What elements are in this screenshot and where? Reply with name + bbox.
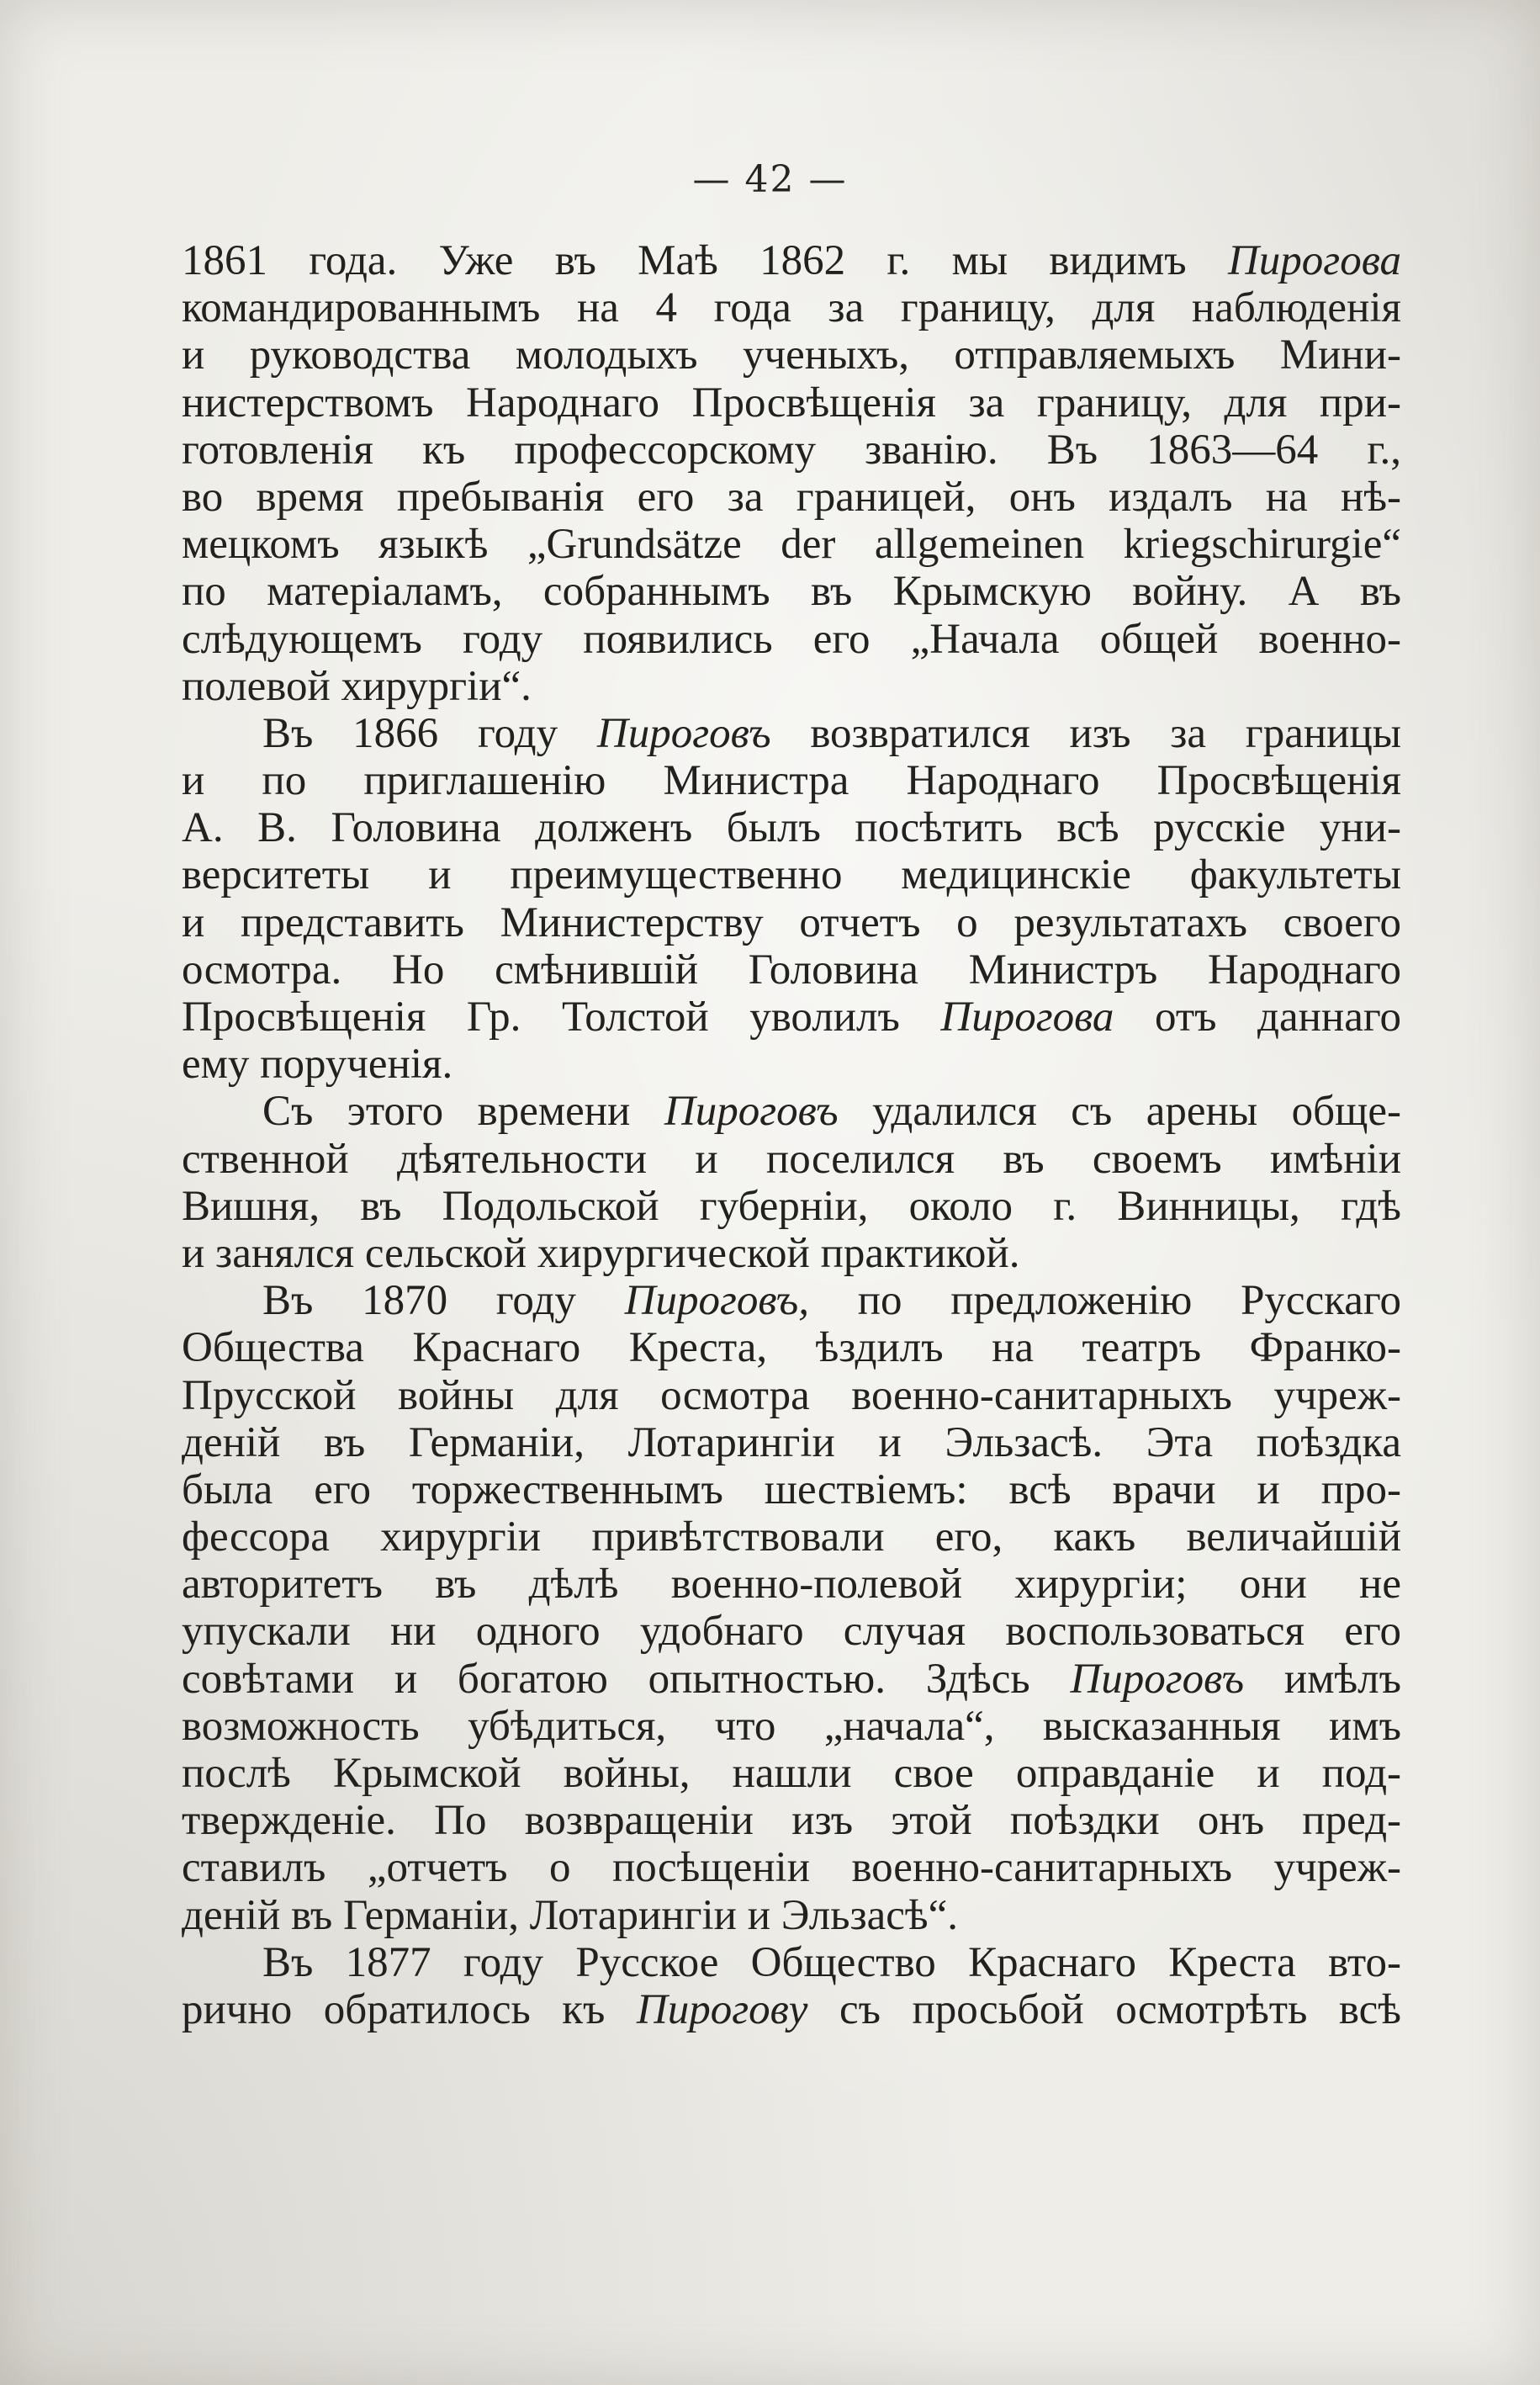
text-segment: А. В. Головина долженъ былъ посѣтить всѣ русскіе уни-	[182, 804, 1401, 852]
text-line	[182, 379, 1401, 427]
text-line	[182, 1324, 1401, 1371]
text-segment: удалился съ арены обще-	[838, 1088, 1401, 1136]
text-line	[182, 1608, 1401, 1655]
text-segment: отъ даннаго	[1114, 994, 1401, 1041]
text-segment: твержденіе. По возвращеніи изъ этой поѣздки онъ пред-	[182, 1797, 1401, 1845]
text-line	[182, 710, 1401, 757]
text-segment: Въ 1877 году Русское Общество Краснаго Креста вто-	[262, 1938, 1401, 1986]
text-segment: упускали ни одного удобнаго случая воспользоваться его	[182, 1608, 1401, 1656]
text-line	[182, 284, 1401, 331]
text-line	[182, 1041, 1401, 1088]
text-segment: и представить Министерству отчетъ о результатахъ своего	[182, 898, 1401, 946]
text-segment: рично обратилось къ	[182, 1985, 637, 2033]
text-line	[182, 521, 1401, 568]
text-line	[182, 1466, 1401, 1513]
text-line	[182, 1513, 1401, 1561]
text-segment: Въ 1870 году	[262, 1277, 625, 1325]
body-text	[182, 237, 1401, 2033]
text-line	[182, 474, 1401, 521]
text-line	[182, 616, 1401, 663]
text-line	[182, 1136, 1401, 1183]
text-line	[182, 899, 1401, 946]
text-line	[182, 994, 1401, 1041]
text-line	[182, 946, 1401, 994]
text-segment: деній въ Германіи, Лотарингіи и Эльзасѣ“.	[182, 1891, 958, 1939]
text-segment: фессора хирургіи привѣтствовали его, какъ величайшій	[182, 1513, 1401, 1561]
text-segment: и руководства молодыхъ ученыхъ, отправляемыхъ Мини-	[182, 331, 1401, 379]
italic-name: Пироговъ	[1070, 1655, 1245, 1703]
text-segment: возможность убѣдиться, что „начала“, высказанныя имъ	[182, 1702, 1401, 1750]
text-line	[182, 1419, 1401, 1466]
text-segment: ставилъ „отчетъ о посѣщеніи военно-санитарныхъ учреж-	[182, 1844, 1401, 1892]
text-line	[182, 1797, 1401, 1844]
text-segment: Съ этого времени	[262, 1088, 664, 1136]
text-line	[182, 1844, 1401, 1891]
text-line	[182, 331, 1401, 379]
text-segment: Общества Краснаго Креста, ѣздилъ на театръ Франко-	[182, 1324, 1401, 1372]
text-segment: полевой хирургіи“.	[182, 662, 532, 710]
text-line	[182, 1750, 1401, 1797]
text-line	[182, 663, 1401, 710]
text-segment: имѣлъ	[1244, 1655, 1401, 1703]
text-segment: 1861 года. Уже въ Маѣ 1862 г. мы видимъ	[182, 237, 1228, 284]
text-segment: готовленія къ профессорскому званію. Въ 1863—64 г.,	[182, 426, 1401, 474]
text-segment: Прусской войны для осмотра военно-санитарныхъ учреж-	[182, 1371, 1401, 1419]
text-segment: слѣдующемъ году появились его „Начала общей военно-	[182, 615, 1401, 663]
text-segment: деній въ Германіи, Лотарингіи и Эльзасѣ. Эта поѣздка	[182, 1418, 1401, 1466]
text-segment: верситеты и преимущественно медицинскіе факультеты	[182, 851, 1401, 899]
text-line	[182, 1230, 1401, 1277]
text-line	[182, 1939, 1401, 1986]
text-segment: и по приглашенію Министра Народнаго Просвѣщенія	[182, 757, 1401, 805]
text-segment: Вишня, въ Подольской губерніи, около г. Винницы, гдѣ	[182, 1182, 1401, 1230]
text-line	[182, 1183, 1401, 1230]
text-line	[182, 237, 1401, 284]
text-line	[182, 757, 1401, 804]
text-segment: во время пребыванія его за границей, онъ издалъ на нѣ-	[182, 473, 1401, 521]
italic-name: Пирогова	[1227, 237, 1401, 284]
text-segment: возвратился изъ за границы	[770, 709, 1402, 757]
text-segment: была его торжественнымъ шествіемъ: всѣ врачи и про-	[182, 1465, 1401, 1513]
text-segment: авторитетъ въ дѣлѣ военно-полевой хирургіи; они не	[182, 1561, 1401, 1609]
text-segment: съ просьбой осмотрѣть всѣ	[807, 1985, 1401, 2033]
text-line	[182, 1372, 1401, 1419]
text-line	[182, 1986, 1401, 2033]
text-line	[182, 1088, 1401, 1135]
text-segment: нистерствомъ Народнаго Просвѣщенія за границу, для при-	[182, 379, 1401, 427]
italic-name: Пироговъ	[596, 709, 771, 757]
text-line	[182, 851, 1401, 898]
text-segment: ственной дѣятельности и поселился въ своемъ имѣніи	[182, 1135, 1401, 1183]
text-segment: Въ 1866 году	[262, 709, 597, 757]
italic-name: Пирогову	[636, 1985, 808, 2033]
italic-name: Пироговъ,	[624, 1277, 810, 1325]
page-number: — 42 —	[692, 158, 848, 201]
text-segment: ему порученія.	[182, 1041, 453, 1089]
text-segment: мецкомъ языкѣ „Grundsätze der allgemeinen kriegschirurgie“	[182, 521, 1401, 569]
text-segment: и занялся сельской хирургической практикой.	[182, 1229, 1020, 1277]
text-segment: Просвѣщенія Гр. Толстой уволилъ	[182, 994, 941, 1041]
text-segment: по предложенію Русскаго	[809, 1277, 1401, 1325]
text-line	[182, 1277, 1401, 1324]
italic-name: Пироговъ	[664, 1088, 839, 1136]
text-line	[182, 1892, 1401, 1939]
text-line	[182, 1561, 1401, 1608]
text-segment: командированнымъ на 4 года за границу, для наблюденія	[182, 284, 1401, 332]
text-line	[182, 1703, 1401, 1750]
text-line	[182, 427, 1401, 474]
text-segment: послѣ Крымской войны, нашли свое оправданіе и под-	[182, 1750, 1401, 1797]
text-line	[182, 804, 1401, 851]
text-segment: совѣтами и богатою опытностью. Здѣсь	[182, 1655, 1071, 1703]
text-line	[182, 1656, 1401, 1703]
text-segment: по матеріаламъ, собраннымъ въ Крымскую войну. А въ	[182, 568, 1401, 616]
text-segment: осмотра. Но смѣнившій Головина Министръ Народнаго	[182, 946, 1401, 994]
text-line	[182, 568, 1401, 615]
italic-name: Пирогова	[940, 994, 1114, 1041]
